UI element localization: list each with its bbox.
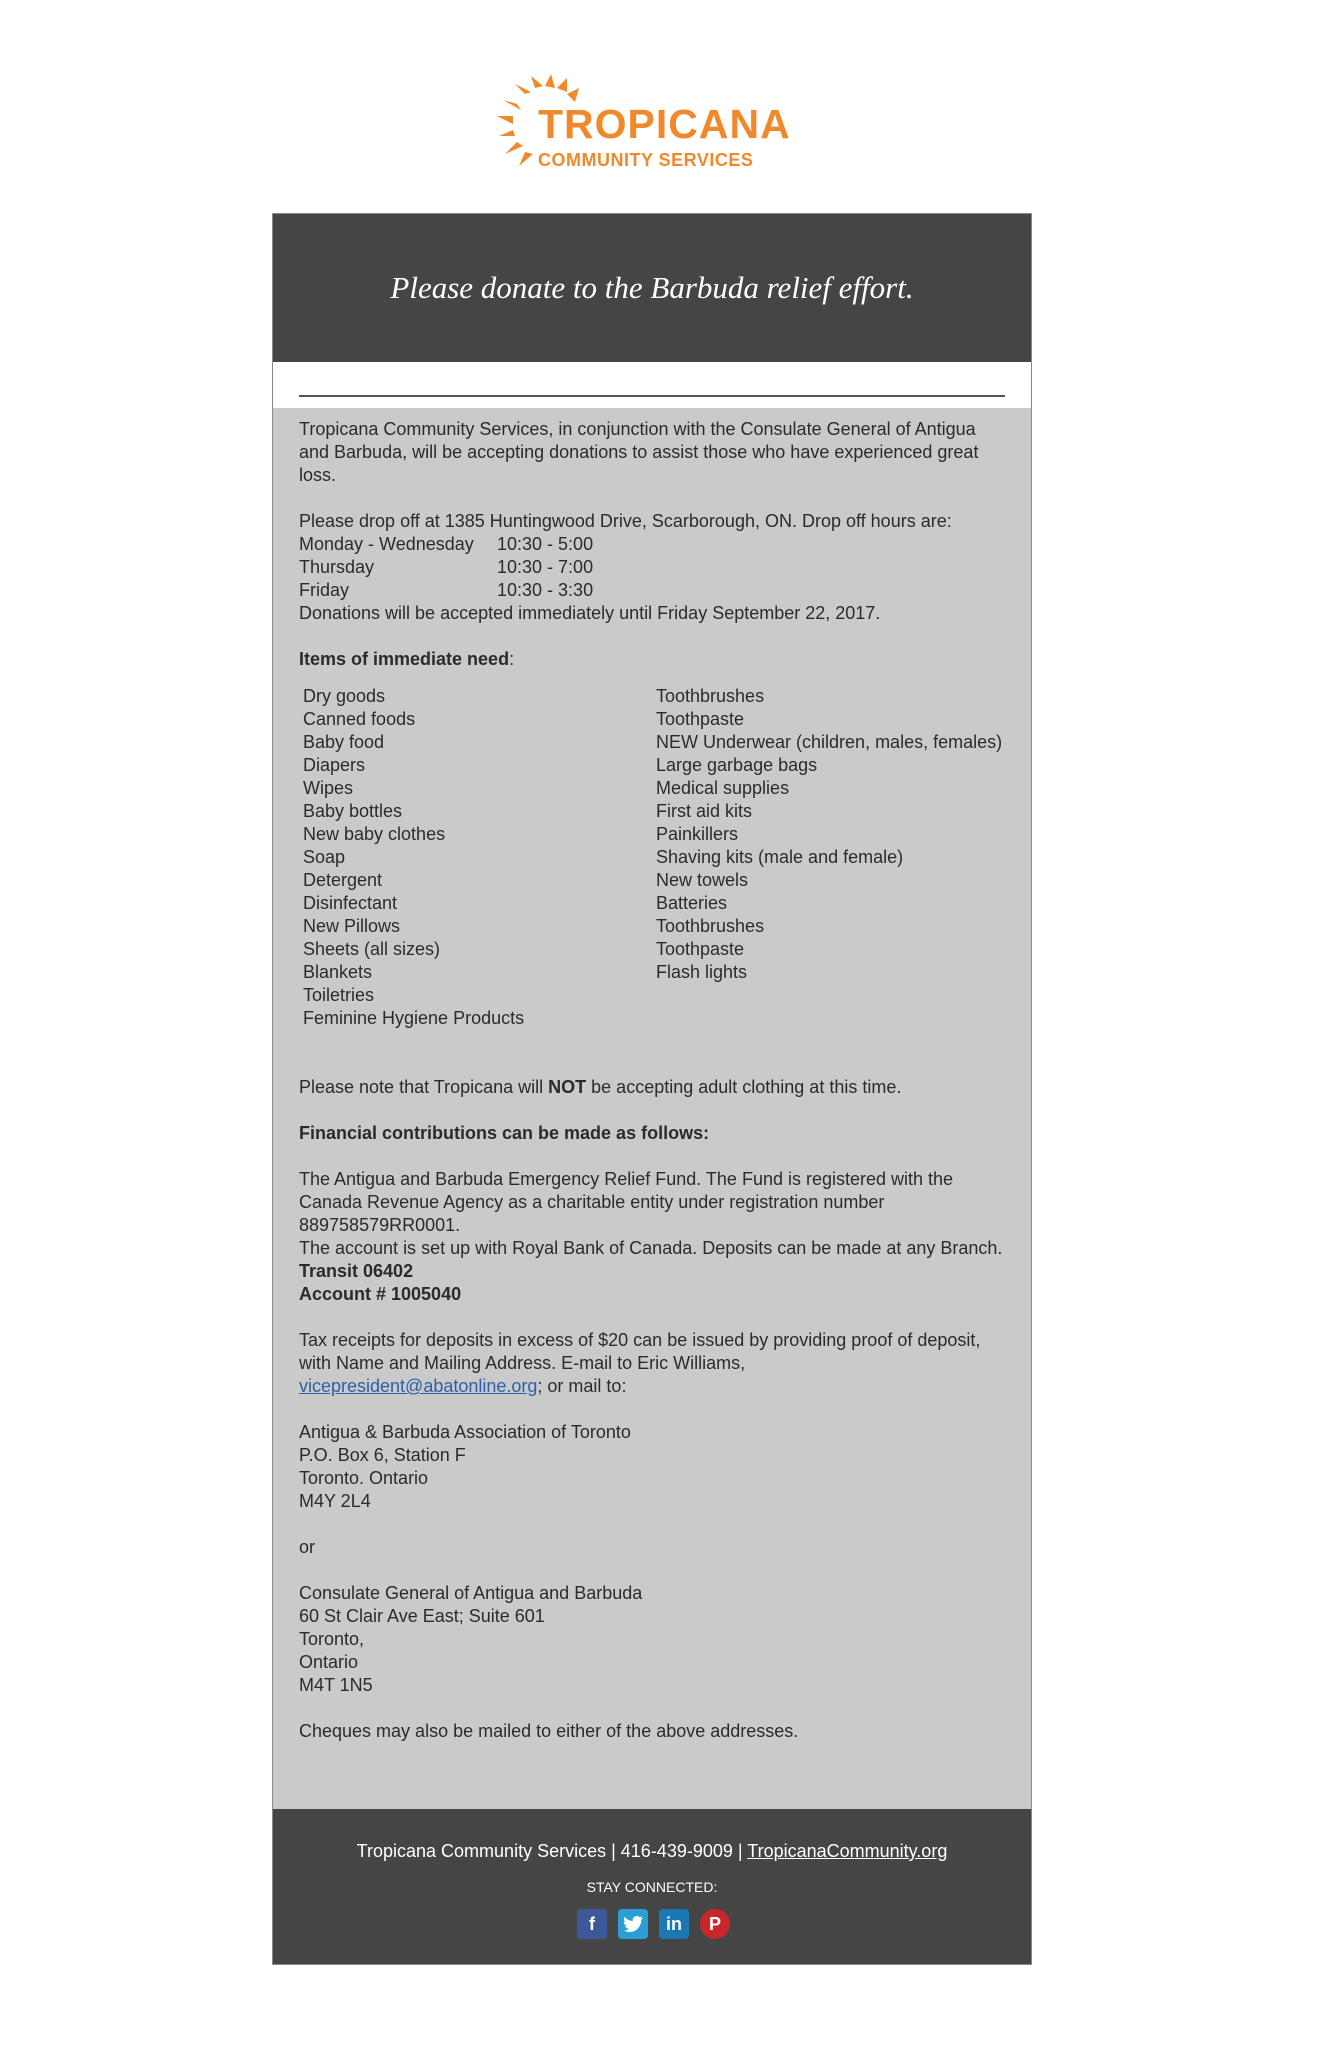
- list-item: Shaving kits (male and female): [656, 847, 904, 867]
- hours-row: [299, 533, 1009, 556]
- address-line: P.O. Box 6, Station F: [299, 1445, 466, 1465]
- list-item: Feminine Hygiene Products: [303, 1008, 525, 1028]
- list-item: Dry goods: [303, 686, 386, 706]
- deadline-text: Donations will be accepted immediately until Friday September 22, 2017.: [299, 603, 881, 623]
- facebook-icon[interactable]: f: [577, 1909, 607, 1939]
- list-item: Toothbrushes: [656, 686, 765, 706]
- list-item: New baby clothes: [303, 824, 446, 844]
- address-block-1: [299, 1421, 1009, 1513]
- items-list: [303, 685, 1009, 1030]
- list-item: Painkillers: [656, 824, 739, 844]
- account-number: Account # 1005040: [299, 1284, 462, 1304]
- list-item: Baby food: [303, 732, 385, 752]
- address-line: M4Y 2L4: [299, 1491, 371, 1511]
- list-item: Toothpaste: [656, 939, 745, 959]
- list-item: Sheets (all sizes): [303, 939, 441, 959]
- items-heading-colon: :: [509, 649, 515, 669]
- address-line: Toronto. Ontario: [299, 1468, 429, 1488]
- pinterest-icon[interactable]: P: [700, 1909, 730, 1939]
- tax-text: [299, 1329, 1009, 1398]
- list-item: Batteries: [656, 893, 728, 913]
- linkedin-icon[interactable]: in: [659, 1909, 689, 1939]
- list-item: New towels: [656, 870, 749, 890]
- divider-rule: [299, 395, 1005, 397]
- or-text: or: [299, 1537, 316, 1557]
- list-item: Soap: [303, 847, 346, 867]
- address-line: Toronto,: [299, 1629, 365, 1649]
- account-line: The account is set up with Royal Bank of Canada. Deposits can be made at any Branch.: [299, 1238, 1003, 1258]
- list-item: Baby bottles: [303, 801, 403, 821]
- list-item: Toothbrushes: [656, 916, 765, 936]
- list-item: Blankets: [303, 962, 373, 982]
- tax-after: ; or mail to:: [537, 1376, 627, 1396]
- list-item: Detergent: [303, 870, 383, 890]
- list-item: Toiletries: [303, 985, 375, 1005]
- hours-day: Thursday: [299, 557, 375, 577]
- note-emphasis: NOT: [548, 1077, 587, 1097]
- footer-phone: 416-439-9009: [620, 1841, 733, 1861]
- address-block-2: [299, 1582, 1009, 1697]
- newsletter-card: [272, 213, 1032, 1965]
- footer: [273, 1809, 1031, 1964]
- email-link[interactable]: vicepresident@abatonline.org: [299, 1376, 538, 1396]
- twitter-icon[interactable]: [618, 1909, 648, 1939]
- hours-day: Friday: [299, 580, 350, 600]
- list-item: Disinfectant: [303, 893, 398, 913]
- tropicana-logo: [495, 74, 805, 174]
- hours-row: [299, 579, 1009, 602]
- hours-day: Monday - Wednesday: [299, 534, 474, 554]
- dropoff-line: Please drop off at 1385 Huntingwood Drive, Scarborough, ON. Drop off hours are:: [299, 511, 952, 531]
- footer-org: Tropicana Community Services: [356, 1841, 607, 1861]
- financial-heading: Financial contributions can be made as follows:: [299, 1123, 710, 1143]
- items-column-left: [303, 685, 656, 1030]
- list-item: Medical supplies: [656, 778, 790, 798]
- list-item: Large garbage bags: [656, 755, 818, 775]
- list-item: First aid kits: [656, 801, 753, 821]
- list-item: New Pillows: [303, 916, 401, 936]
- items-column-right: [656, 685, 1009, 1030]
- address-line: M4T 1N5: [299, 1675, 373, 1695]
- address-line: Ontario: [299, 1652, 359, 1672]
- page-title: Please donate to the Barbuda relief effort.: [390, 270, 914, 305]
- hours-time: 10:30 - 7:00: [497, 557, 594, 577]
- list-item: Canned foods: [303, 709, 416, 729]
- items-heading: [299, 648, 1009, 671]
- list-item: Toothpaste: [656, 709, 745, 729]
- header-banner: [273, 214, 1031, 362]
- list-item: NEW Underwear (children, males, females): [656, 732, 1003, 752]
- hours-time: 10:30 - 3:30: [497, 580, 594, 600]
- note-before: Please note that Tropicana will: [299, 1077, 549, 1097]
- fund-text: The Antigua and Barbuda Emergency Relief Fund. The Fund is registered with the Canada Revenue Agency as a charitable entity under registration number 889758579RR0001.: [299, 1169, 954, 1235]
- note-after: be accepting adult clothing at this time.: [586, 1077, 902, 1097]
- logo-name: TROPICANA: [538, 101, 791, 147]
- list-item: Flash lights: [656, 962, 748, 982]
- cheques-text: Cheques may also be mailed to either of the above addresses.: [299, 1721, 799, 1741]
- footer-contact: Tropicana Community Services | 416-439-9009 | TropicanaCommunity.org: [356, 1841, 948, 1861]
- hours-time: 10:30 - 5:00: [497, 534, 594, 554]
- stay-connected-label: STAY CONNECTED:: [586, 1879, 718, 1895]
- content-body: [299, 418, 1009, 1743]
- transit-number: Transit 06402: [299, 1261, 414, 1281]
- items-heading-text: Items of immediate need: [299, 649, 510, 669]
- social-links: [577, 1909, 730, 1939]
- divider-band: [273, 362, 1031, 408]
- footer-site-link[interactable]: TropicanaCommunity.org: [747, 1841, 948, 1861]
- logo-subtitle: COMMUNITY SERVICES: [538, 150, 754, 170]
- address-line: Consulate General of Antigua and Barbuda: [299, 1583, 643, 1603]
- intro-text: Tropicana Community Services, in conjunction with the Consulate General of Antigua and Barbuda, will be accepting donations to assist those who have experienced great loss.: [299, 419, 979, 485]
- address-line: 60 St Clair Ave East; Suite 601: [299, 1606, 545, 1626]
- list-item: Diapers: [303, 755, 366, 775]
- tax-body: Tax receipts for deposits in excess of $20 can be issued by providing proof of deposit, with Name and Mailing Address. E-mail to Eric Williams,: [299, 1330, 981, 1373]
- list-item: Wipes: [303, 778, 354, 798]
- note-text: [299, 1076, 1009, 1099]
- hours-row: [299, 556, 1009, 579]
- address-line: Antigua & Barbuda Association of Toronto: [299, 1422, 631, 1442]
